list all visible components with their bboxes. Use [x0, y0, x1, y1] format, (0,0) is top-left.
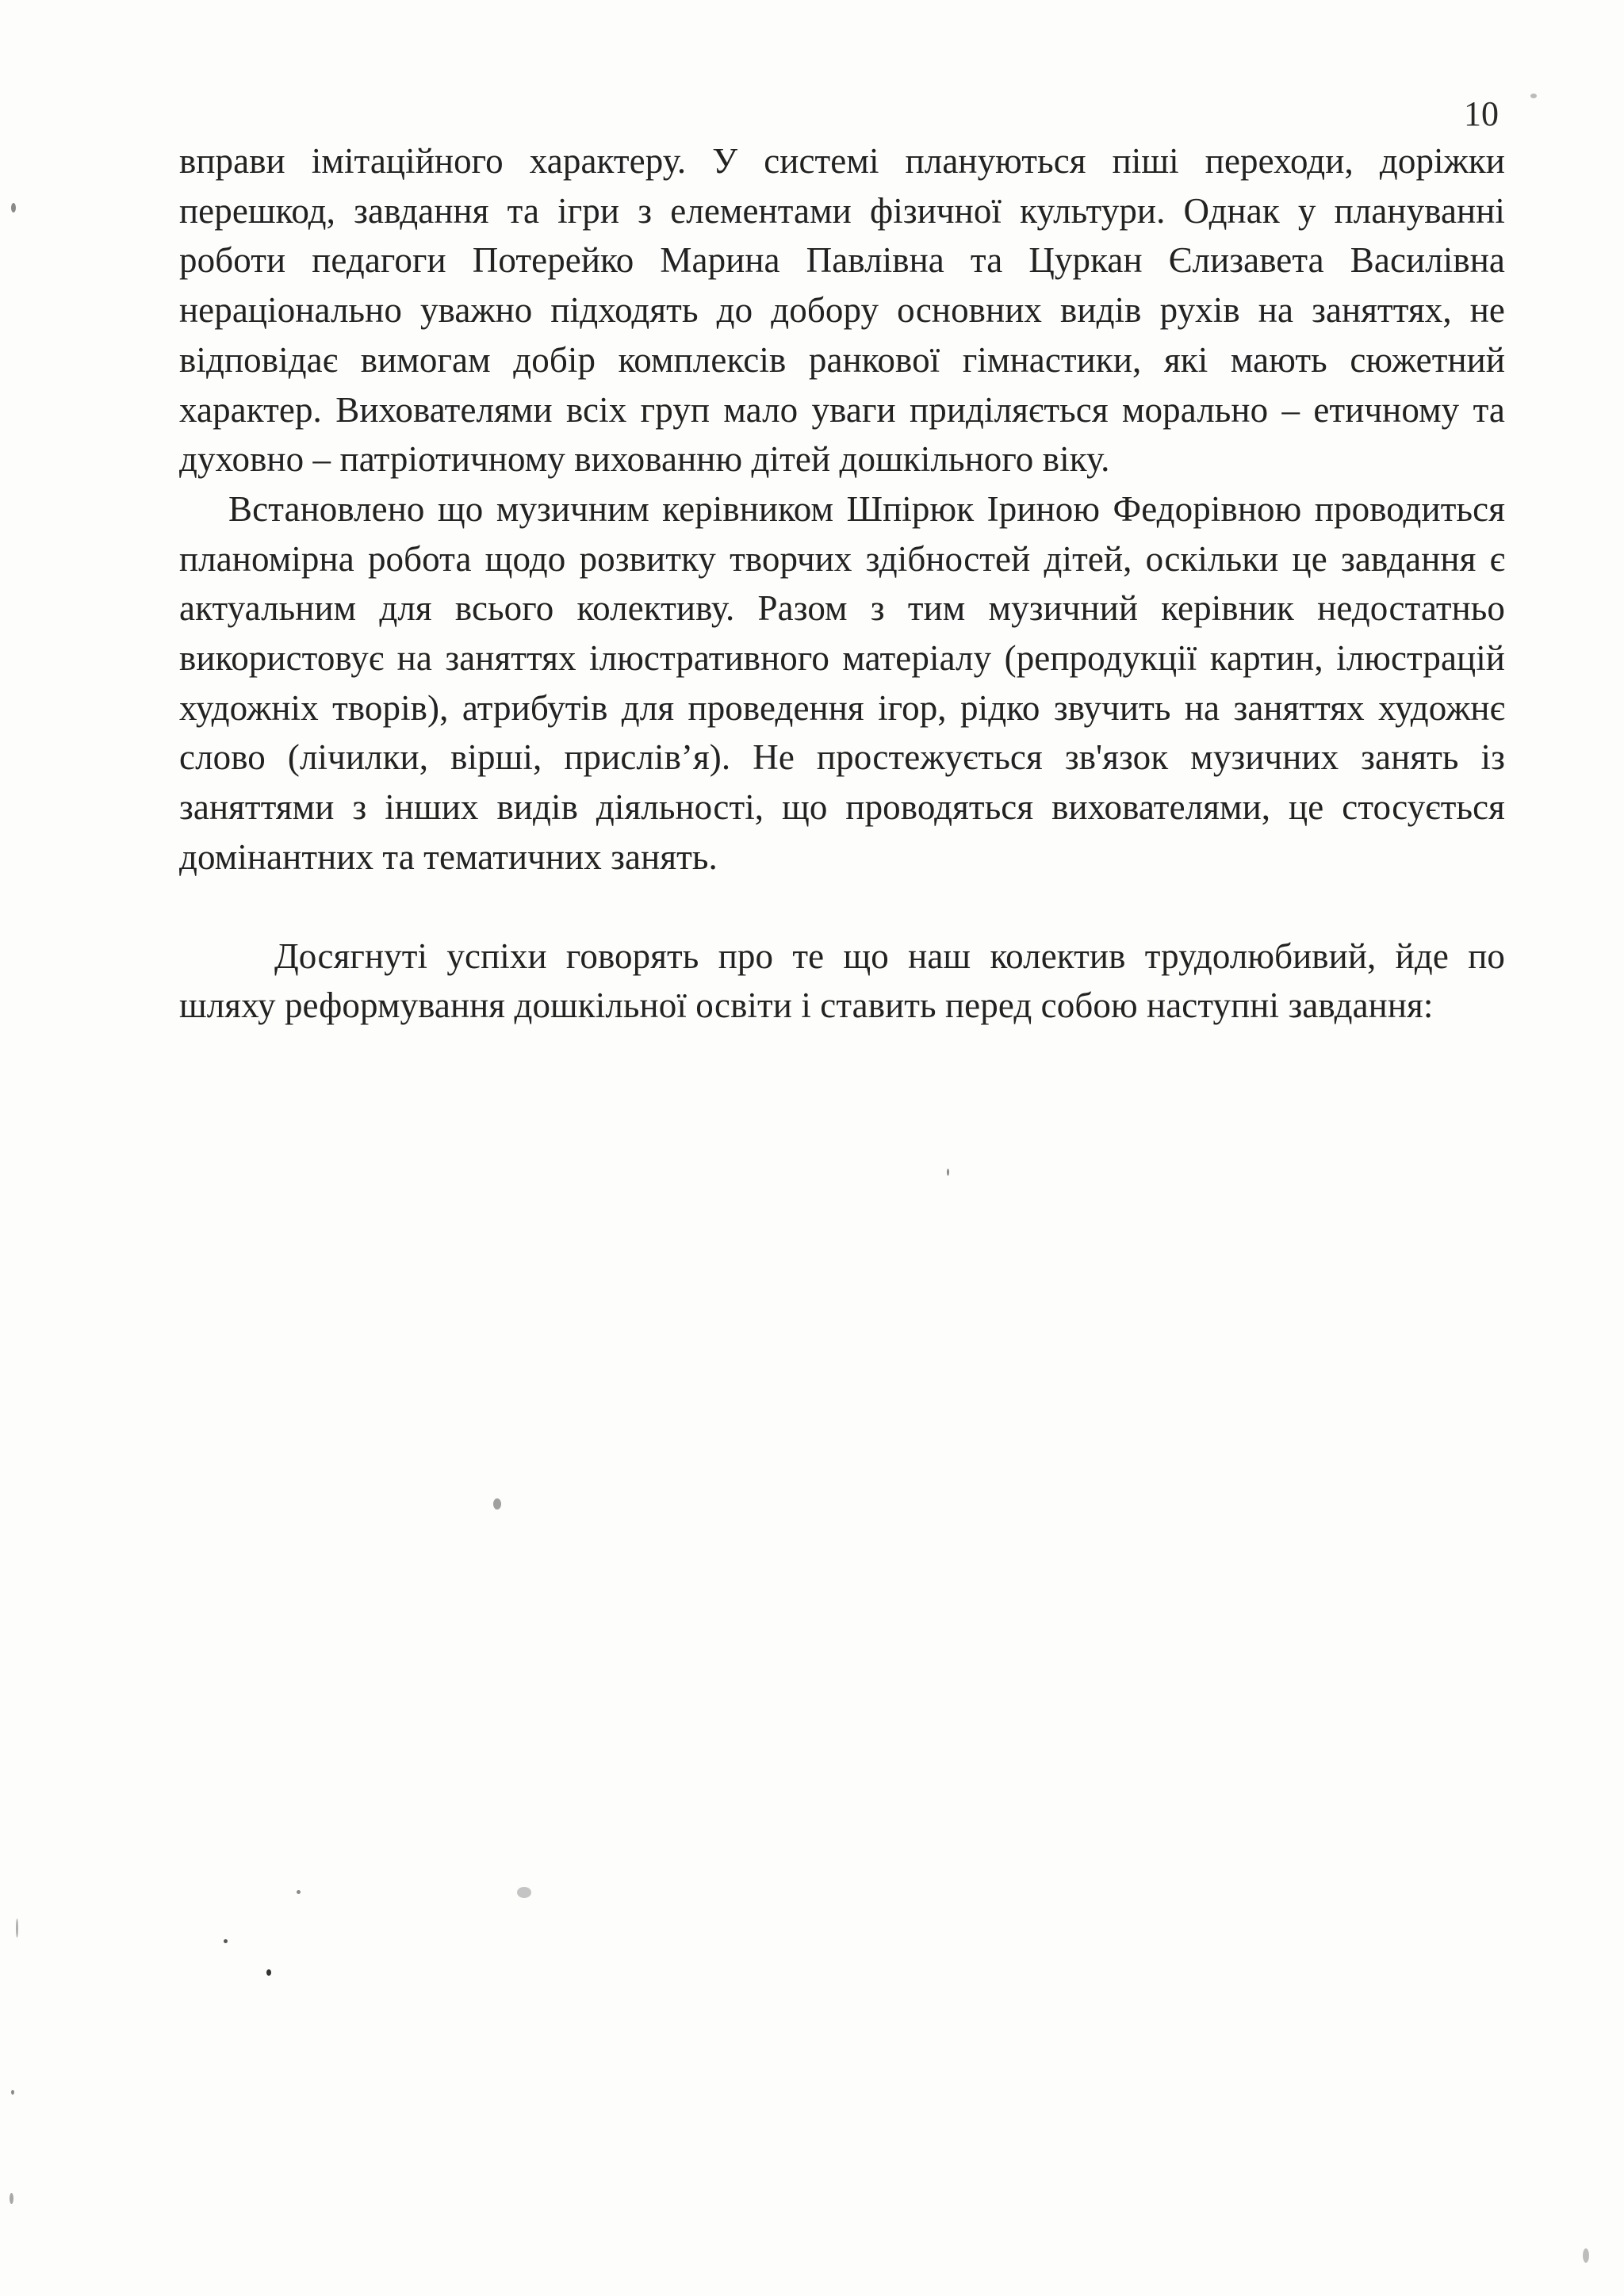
- page-number: 10: [1464, 94, 1499, 133]
- scan-speck: [10, 2193, 13, 2204]
- scan-speck: [1530, 94, 1537, 98]
- document-body: [179, 136, 1505, 1031]
- scan-speck: [947, 1169, 949, 1176]
- paragraph-achievements: Досягнуті успіхи говорять про те що наш колектив трудолюбивий, йде по шляху реформування дошкільної освіти і ставить перед собою наступні завдання:: [179, 936, 1505, 1026]
- scan-speck: [11, 2090, 14, 2095]
- scan-speck: [16, 1919, 18, 1938]
- paragraph-physical-education: вправи імітаційного характеру. У системі плануються піші переходи, доріжки перешкод, завдання та ігри з елементами фізичної культури. Однак у плануванні роботи педагоги Потерейко Марина Павлівна та Цуркан Єлизавета Василівна нераціонально уважно підходять до добору основних видів рухів на заняттях, не відповідає вимогам добір комплексів ранкової гімнастики, які мають сюжетний характер. Вихователями всіх груп мало уваги приділяється морально – етичному та духовно – патріотичному вихованню дітей дошкільного віку.: [179, 141, 1505, 480]
- scan-speck: [266, 1969, 271, 1976]
- scan-speck: [517, 1887, 531, 1898]
- paragraph-music-director: Встановлено що музичним керівником Шпірюк Іриною Федорівною проводиться планомірна робота щодо розвитку творчих здібностей дітей, оскільки це завдання є актуальним для всього колективу. Разом з тим музичний керівник недостатньо використовує на заняттях ілюстративного матеріалу (репродукції картин, ілюстрацій художніх творів), атрибутів для проведення ігор, рідко звучить на заняттях художнє слово (лічилки, вірші, прислів’я). Не простежується зв'язок музичних занять із заняттями з інших видів діяльності, що проводяться вихователями, це стосується домінантних та тематичних занять.: [179, 488, 1505, 877]
- scan-speck: [224, 1939, 228, 1943]
- scan-speck: [1583, 2248, 1589, 2263]
- scan-speck: [493, 1498, 501, 1510]
- scan-speck: [297, 1890, 301, 1894]
- scan-speck: [11, 203, 16, 212]
